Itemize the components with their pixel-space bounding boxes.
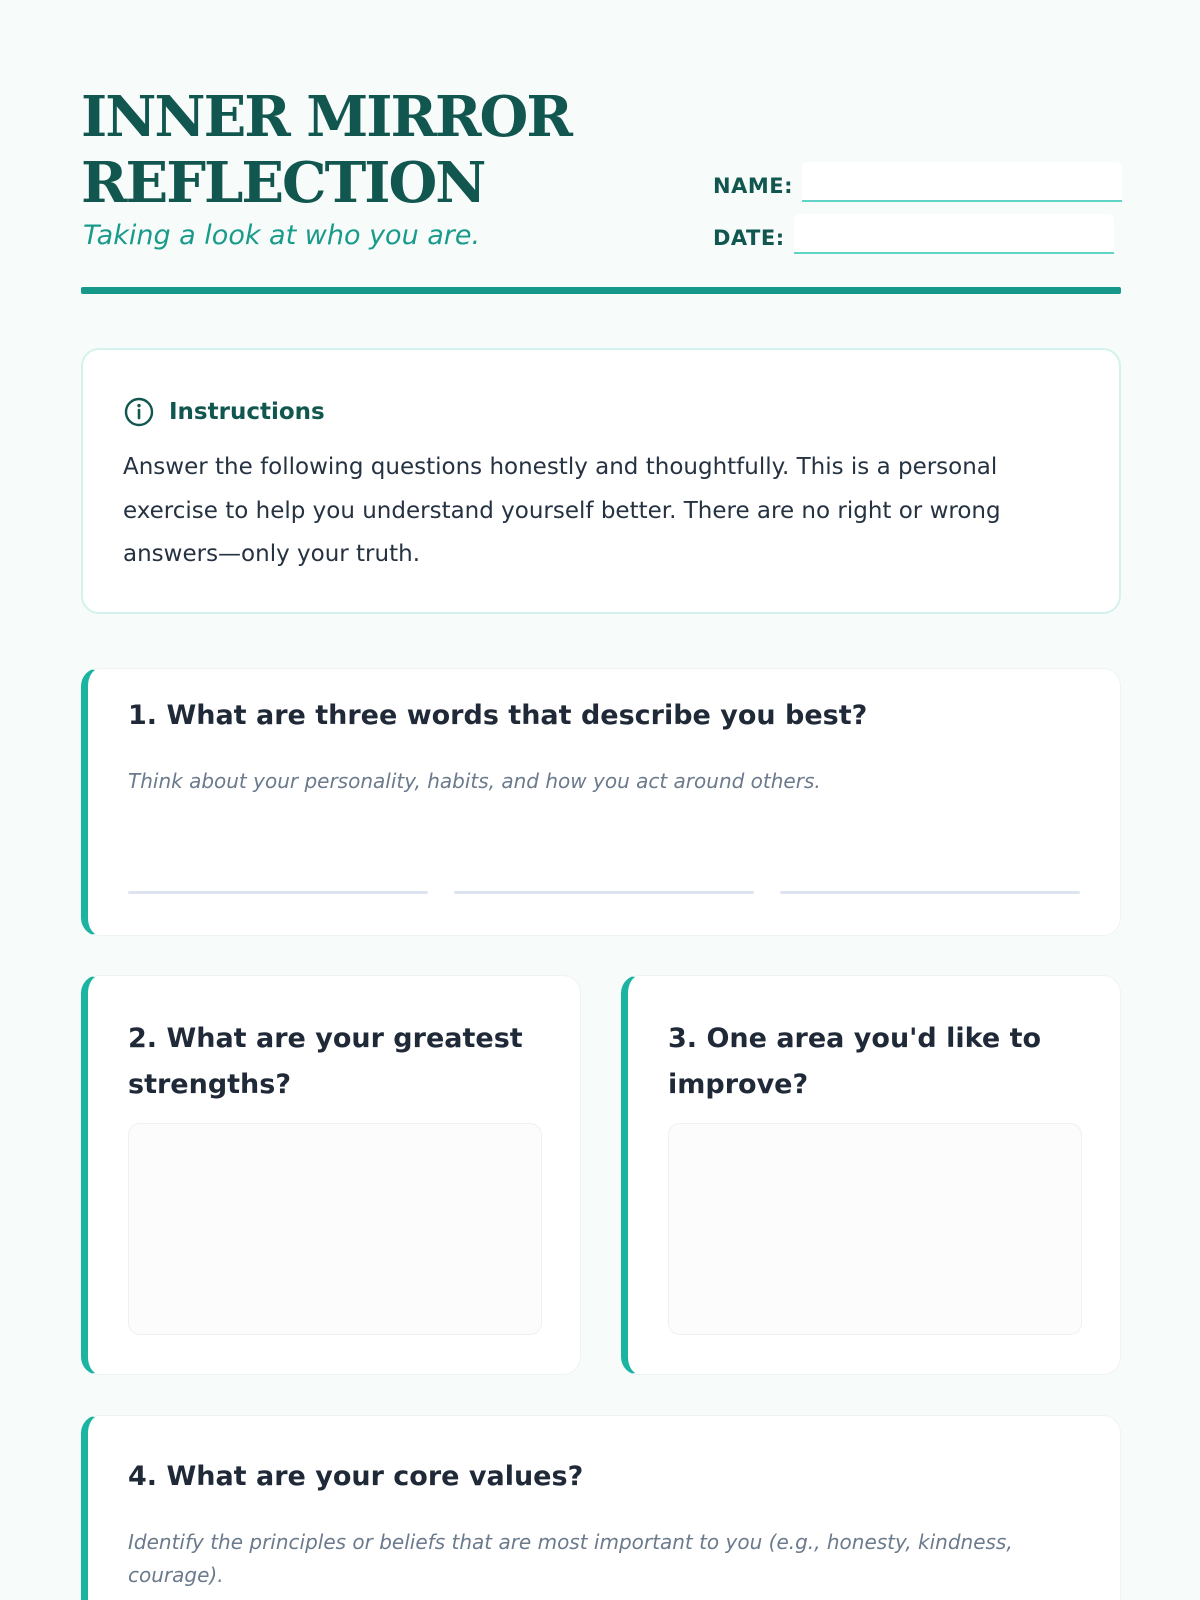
worksheet-page: [81, 0, 1121, 1600]
word-answer-line-2[interactable]: [454, 891, 754, 894]
question-title: 2. What are your greatest strengths?: [128, 1023, 523, 1100]
instructions-text: Answer the following questions honestly and thoughtfully. This is a personal exercise to help you understand yourself better. There are no right or wrong answers—only your truth.: [123, 454, 1001, 567]
question-card-2: [81, 975, 581, 1375]
question-hint: Identify the principles or beliefs that are most important to you (e.g., honesty, kindness, courage).: [128, 1530, 1013, 1587]
name-input[interactable]: [802, 162, 1122, 202]
question-card-4: [81, 1415, 1121, 1600]
page-subtitle: Taking a look at who you are.: [83, 220, 481, 251]
answer-box[interactable]: [128, 1123, 542, 1335]
instructions-card: [81, 348, 1121, 614]
worksheet-header: [81, 84, 1121, 294]
question-card-1: [81, 668, 1121, 936]
instructions-title: Instructions: [169, 399, 325, 425]
info-icon: [123, 396, 155, 428]
name-label: NAME:: [713, 174, 793, 198]
date-input[interactable]: [794, 214, 1114, 254]
question-title: 3. One area you'd like to improve?: [668, 1023, 1042, 1100]
date-label: DATE:: [713, 226, 785, 250]
page-title: INNER MIRROR REFLECTION: [81, 84, 571, 216]
word-answer-line-3[interactable]: [780, 891, 1080, 894]
question-title: 1. What are three words that describe you best?: [128, 700, 868, 731]
question-card-3: [621, 975, 1121, 1375]
question-hint: Think about your personality, habits, and how you act around others.: [128, 769, 821, 793]
header-divider: [81, 287, 1121, 294]
question-title: 4. What are your core values?: [128, 1461, 584, 1492]
word-answer-line-1[interactable]: [128, 891, 428, 894]
answer-box[interactable]: [668, 1123, 1082, 1335]
